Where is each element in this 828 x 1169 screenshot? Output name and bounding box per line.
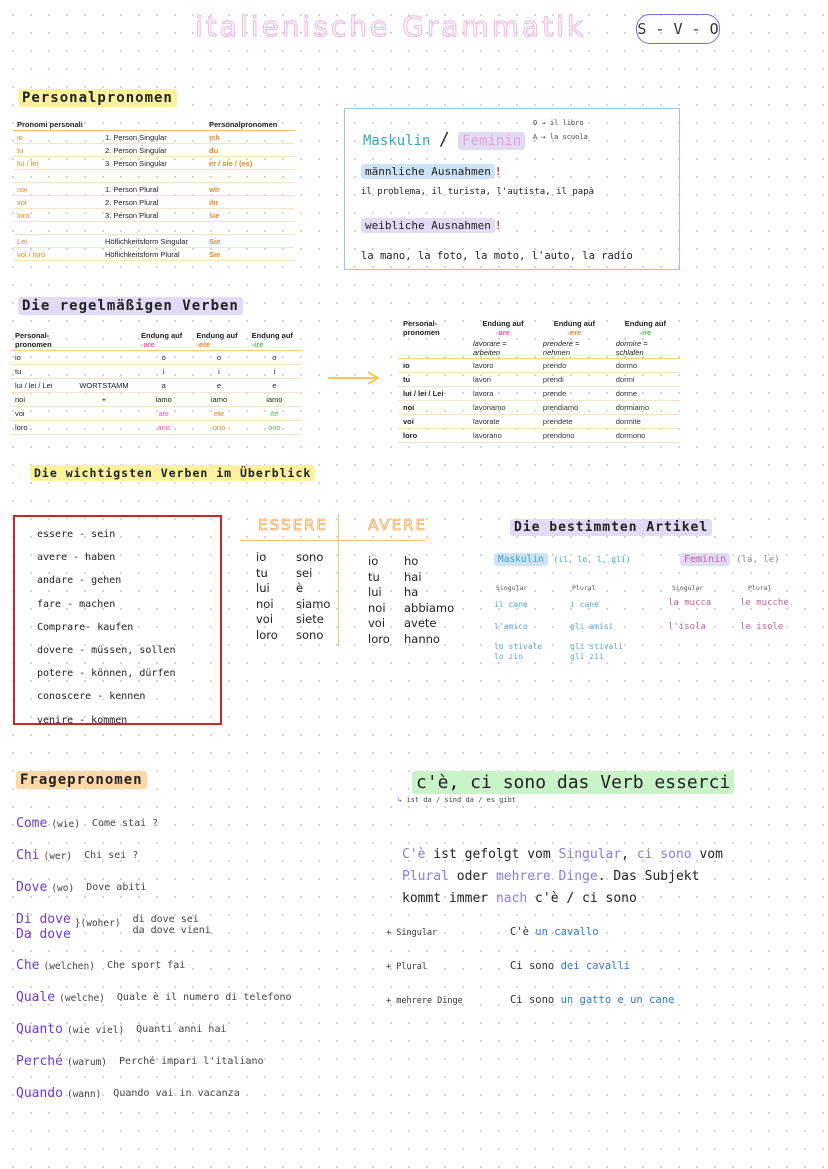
pronoun-de: sie — [209, 210, 220, 220]
example-a: C'è — [510, 926, 536, 938]
verb-item: conoscere - kennen — [37, 691, 146, 703]
ending-cell: iamo — [266, 395, 283, 404]
pronoun-de: wir — [209, 184, 220, 194]
essere-row — [256, 581, 330, 597]
pronoun-person: Höflichkeitsform Singular — [105, 236, 188, 246]
gender-title: Maskulin / Feminin — [363, 129, 525, 150]
pronoun-cell: loro — [15, 423, 28, 432]
form: avete — [404, 616, 437, 630]
pronoun-person: Höflichkeitsform Plural — [105, 249, 180, 259]
question-word — [16, 816, 47, 831]
essere-row — [256, 597, 330, 613]
question-word-line: Dove — [16, 880, 48, 895]
table-row — [398, 373, 680, 387]
avere-row — [368, 616, 454, 632]
stem-cell — [72, 365, 136, 379]
verb-item: fare - machen — [37, 598, 116, 610]
important-verbs-box — [13, 515, 222, 725]
conj-cell: dormiamo — [615, 403, 650, 412]
ending-cell: ite — [270, 409, 279, 418]
ending-cell: e — [216, 381, 222, 390]
conj-cell: prendete — [542, 417, 573, 426]
verb-item: andare - gehen — [37, 575, 122, 587]
question-word-line: Chi — [16, 848, 40, 863]
pronoun-cell: tu — [15, 367, 22, 376]
col-header: Personal- pronomen — [15, 331, 52, 349]
arrow-icon — [326, 370, 382, 390]
pronoun: lui — [256, 581, 270, 595]
question-row — [16, 958, 376, 977]
question-word-line: Quando — [16, 1086, 63, 1101]
verb-item: avere - haben — [37, 552, 116, 564]
table-row — [13, 248, 295, 261]
conj-cell: lavoriamo — [473, 403, 506, 412]
pronoun-de: er / sie / (es) — [209, 158, 253, 168]
pronoun-person: 2. Person Plural — [105, 197, 159, 207]
question-example — [86, 882, 146, 893]
question-example-line: Quanti anni hai — [136, 1024, 227, 1035]
example-b: un gatto e un cane — [560, 994, 675, 1006]
ex-ire: dormire = schlafen — [615, 339, 648, 357]
question-word — [16, 912, 71, 942]
question-word-line: Perché — [16, 1054, 63, 1069]
pronoun-it: lui / lei — [17, 158, 39, 168]
question-row — [16, 880, 376, 899]
pronoun: tu — [368, 569, 380, 584]
ending-cell: ate — [158, 409, 169, 418]
form: hai — [404, 569, 422, 584]
article-singular: lo stivale — [494, 642, 543, 651]
question-word — [16, 958, 39, 973]
verb-item: essere - sein — [37, 529, 116, 540]
col-header: Pronomi personali — [13, 118, 101, 131]
pronoun-de: Sie — [209, 249, 221, 259]
avere-row — [368, 601, 454, 617]
question-example-line: Come stai ? — [91, 818, 159, 829]
col-header — [72, 330, 136, 351]
stem-cell — [72, 351, 136, 365]
question-example-line: Quando vai in vacanza — [113, 1088, 240, 1099]
col-header: Endung auf -are — [141, 331, 183, 349]
question-example — [84, 850, 138, 861]
conj-cell: dormi — [615, 375, 635, 384]
questions-heading: Fragepronomen — [16, 772, 147, 788]
article-singular: la mucca — [668, 598, 712, 608]
pronoun-it: voi — [17, 197, 27, 207]
articles-heading: Die bestimmten Artikel — [510, 520, 712, 535]
example-label: + Singular — [386, 928, 438, 938]
ending-cell: ono — [212, 423, 226, 432]
conj-cell: prendono — [542, 431, 575, 440]
regular-heading: Die regelmäßigen Verben — [18, 298, 243, 314]
example-b: un cavallo — [535, 926, 599, 938]
pronoun-person — [101, 222, 205, 235]
table-row — [398, 359, 680, 373]
personal-table — [13, 118, 295, 261]
table-row — [13, 209, 295, 222]
ending-cell: i — [273, 367, 276, 376]
f-singular-label: Singular — [672, 584, 704, 592]
pronoun-it — [13, 222, 101, 235]
avere-title: AVERE — [368, 516, 427, 534]
question-meaning: (welche) — [59, 993, 105, 1004]
ending-cell: e — [272, 381, 277, 390]
essere-row — [256, 612, 330, 628]
form: sono — [296, 550, 324, 564]
article-plural: gli amici — [570, 622, 614, 631]
question-example — [133, 914, 211, 936]
pronoun-cell: lui / lei / Lei — [403, 389, 444, 398]
article-row — [494, 652, 654, 661]
essere-avere-block — [240, 512, 455, 652]
article-singular: l'amico — [494, 622, 528, 631]
conj-cell: lavorate — [473, 417, 500, 426]
personal-heading: Personalpronomen — [18, 90, 177, 106]
pronoun: tu — [256, 565, 268, 580]
pronoun-cell: voi — [403, 417, 414, 426]
question-example — [119, 1056, 264, 1067]
ending-cell: o — [161, 353, 166, 362]
ex-are: lavorare = arbeiten — [473, 339, 507, 357]
ending-cell: o — [272, 353, 277, 362]
pronoun: voi — [256, 612, 274, 626]
avere-row — [368, 570, 454, 586]
question-example — [113, 1088, 239, 1099]
pronoun-it: loro — [17, 210, 30, 220]
esserci-sub: ↳ ist da / sind da / es gibt — [398, 796, 517, 804]
essere-row — [256, 566, 330, 582]
form: abbiamo — [404, 600, 455, 615]
question-word-line: Quale — [16, 990, 56, 1005]
example-b: dei cavalli — [560, 960, 631, 972]
question-word-line: Che — [16, 958, 40, 973]
essere-row — [256, 628, 330, 644]
conj-cell: lavoro — [473, 361, 494, 370]
pronoun-cell: noi — [15, 395, 26, 404]
pronoun-cell: lui / lei / Lei — [15, 381, 53, 390]
article-plural: le isole — [740, 622, 784, 632]
pronoun-person: 3. Person Plural — [105, 210, 159, 220]
article-row — [494, 642, 654, 651]
question-meaning: (wo) — [51, 883, 75, 894]
verb-item: potere - können, dürfen — [37, 668, 176, 680]
question-example — [92, 818, 158, 829]
m-singular-label: Singular — [496, 584, 528, 592]
ending-cell: iamo — [155, 395, 172, 404]
form: ha — [404, 585, 419, 599]
pronoun-it: noi — [17, 184, 28, 194]
conj-cell: prendi — [542, 375, 564, 384]
article-row — [668, 598, 828, 608]
question-word — [16, 990, 55, 1005]
question-meaning: (wer) — [43, 851, 73, 862]
pronoun-de: Sie — [209, 236, 221, 246]
col-header: Personal- pronomen — [403, 319, 440, 337]
verb-item: Comprare- kaufen — [37, 621, 134, 633]
essere-title: ESSERE — [258, 516, 328, 534]
pronoun: noi — [256, 596, 274, 611]
table-row — [13, 144, 295, 157]
verb-item: venire - kommen — [37, 714, 128, 726]
table-row — [13, 222, 295, 235]
question-example-line: di dove sei — [132, 914, 199, 925]
article-row — [668, 622, 828, 632]
article-singular: lo zio — [494, 652, 523, 661]
pronoun: voi — [368, 616, 386, 630]
example-a: Ci sono — [510, 960, 561, 972]
gender-box — [344, 108, 680, 270]
m-exc: il problema, il turista, l'autista, il papà — [361, 187, 594, 197]
question-row — [16, 1086, 376, 1105]
question-word-line: Da dove — [16, 927, 71, 942]
conj-cell: dormo — [615, 361, 638, 370]
pronoun-cell: tu — [403, 375, 411, 384]
question-row — [16, 1022, 376, 1041]
ending-cell: a — [161, 381, 166, 390]
pronoun: noi — [368, 600, 386, 615]
pronoun-it: voi / loro — [17, 249, 46, 259]
divider — [240, 540, 426, 541]
pronoun-de: du — [209, 145, 219, 155]
question-example — [117, 992, 292, 1003]
article-plural: gli zii — [570, 652, 604, 661]
pronoun: loro — [256, 627, 278, 642]
table-row — [13, 235, 295, 248]
pronoun: io — [368, 554, 379, 568]
ending-cell: ano — [157, 423, 170, 432]
m-plural-label: Plural — [572, 584, 596, 592]
ending-cell: ete — [213, 409, 225, 418]
esserci-example — [386, 994, 806, 1006]
question-example — [107, 960, 185, 971]
question-word — [16, 848, 39, 863]
table-row — [398, 415, 680, 429]
stem-cell — [72, 407, 136, 421]
pronoun-cell: io — [403, 361, 410, 370]
col-header — [101, 118, 205, 131]
table-row — [10, 407, 302, 421]
table-row — [10, 393, 302, 407]
pronoun: lui — [368, 585, 382, 599]
ending-cell: iamo — [210, 395, 228, 404]
conj-cell: dormite — [615, 417, 641, 426]
table-cell — [398, 338, 468, 359]
pronoun: loro — [368, 631, 390, 646]
conj-cell: prendo — [542, 361, 567, 370]
conj-cell: dorme — [615, 389, 638, 398]
question-example-line: Che sport fai — [106, 960, 186, 971]
table-row — [398, 401, 680, 415]
pronoun-de: ihr — [209, 197, 219, 207]
pronoun-it: Lei — [17, 236, 28, 246]
question-word — [16, 1086, 63, 1101]
col-header: Personalpronomen — [205, 118, 295, 131]
table-row — [10, 421, 302, 435]
a-rule: A → la scuola — [533, 133, 588, 141]
table-row — [13, 131, 295, 144]
question-row — [16, 816, 376, 835]
conj-cell: lavorano — [473, 431, 502, 440]
pronoun-person: 3. Person Singular — [105, 158, 167, 168]
pronoun-cell: voi — [15, 409, 25, 418]
col-header: Endung auf -ire — [624, 319, 666, 337]
question-word-line: Come — [16, 816, 48, 831]
avere-row — [368, 585, 454, 601]
m-exc-title: männliche Ausnahmen ! — [361, 165, 501, 178]
stem-cell — [72, 421, 136, 435]
col-header: Endung auf -are — [482, 319, 524, 337]
form: sei — [296, 565, 313, 580]
essere-row — [256, 550, 330, 566]
esserci-heading: c'è, ci sono das Verb esserci — [412, 772, 734, 793]
pronoun-de: ich — [209, 132, 220, 142]
form: hanno — [404, 631, 440, 646]
question-word-line: Quanto — [16, 1022, 63, 1037]
articles-mask: Maskulin (il, lo, l, gli) — [494, 554, 631, 565]
ex-ere: prendere = nehmen — [542, 339, 580, 357]
pronoun-person: 2. Person Singular — [105, 145, 167, 155]
table-row — [10, 351, 302, 365]
table-row — [13, 196, 295, 209]
form: ho — [404, 554, 419, 568]
conj-cell: prende — [542, 389, 567, 398]
divider — [338, 514, 339, 646]
question-meaning: (wie) — [51, 819, 80, 830]
col-header: Endung auf -ire — [251, 331, 293, 349]
pronoun-de — [205, 170, 295, 183]
conj-cell: prendiamo — [542, 403, 579, 412]
ending-cell: i — [218, 367, 220, 376]
avere-row — [368, 632, 454, 648]
form: siamo — [296, 596, 331, 611]
pronoun-person — [101, 170, 205, 183]
question-example-line: Perché impari l'italiano — [119, 1056, 264, 1067]
pronoun-it: io — [17, 132, 23, 142]
articles-fem: Feminin (la, le) — [680, 554, 780, 565]
question-row — [16, 990, 376, 1009]
o-rule: O → il libro — [533, 119, 584, 127]
svo-badge: S - V - O — [636, 14, 720, 44]
pronoun-cell: io — [15, 353, 21, 362]
regular-endings-table — [10, 330, 302, 435]
article-plural: i cane — [570, 600, 599, 609]
pronoun-cell: noi — [403, 403, 415, 412]
question-word — [16, 1054, 63, 1069]
question-word — [16, 880, 47, 895]
table-row — [398, 387, 680, 401]
f-plural-label: Plural — [748, 584, 772, 592]
ending-cell: ono — [268, 423, 281, 432]
question-row — [16, 912, 376, 942]
col-header: Endung auf -ere — [196, 331, 238, 349]
page-title: italienische Grammatik — [195, 10, 587, 43]
conj-cell: lavora — [473, 389, 494, 398]
question-word-line: Di dove — [16, 912, 71, 927]
question-example-line: Quale è il numero di telefono — [116, 992, 292, 1003]
esserci-example — [386, 926, 806, 938]
article-row — [494, 622, 654, 631]
example-label: + Plural — [386, 962, 427, 972]
table-row — [13, 183, 295, 196]
f-exc-title: weibliche Ausnahmen ! — [361, 219, 501, 232]
form: è — [296, 581, 304, 595]
avere-row — [368, 554, 454, 570]
pronoun-person: 1. Person Singular — [105, 132, 167, 142]
stem-cell: + — [101, 395, 107, 404]
table-row — [398, 429, 680, 443]
article-plural: le mucche — [740, 598, 789, 608]
question-example-line: da dove vieni — [132, 925, 211, 936]
question-meaning: (wie viel) — [66, 1025, 125, 1036]
pronoun-de — [205, 222, 295, 235]
pronoun-cell: loro — [403, 431, 418, 440]
question-example-line: Dove abiti — [86, 882, 147, 893]
question-row — [16, 1054, 376, 1073]
question-word — [16, 1022, 63, 1037]
regular-examples-table — [398, 318, 680, 443]
question-meaning: }(woher) — [74, 918, 121, 929]
esserci-example — [386, 960, 806, 972]
question-example — [136, 1024, 226, 1035]
article-plural: gli stivali — [570, 642, 623, 651]
article-singular: il cane — [494, 600, 528, 609]
table-row — [13, 157, 295, 170]
conj-cell: dormono — [615, 431, 646, 440]
table-row — [10, 365, 302, 379]
stem-cell: WORTSTAMM — [79, 381, 129, 390]
example-label: + mehrere Dinge — [386, 996, 463, 1006]
pronoun-it: tu — [17, 145, 24, 155]
important-heading: Die wichtigsten Verben im Überblick — [30, 466, 315, 480]
pronoun-it — [13, 170, 101, 183]
example-a: Ci sono — [510, 994, 561, 1006]
table-row — [13, 170, 295, 183]
question-meaning: (warum) — [66, 1057, 108, 1068]
verb-item: dovere - müssen, sollen — [37, 644, 176, 656]
conj-cell: lavori — [473, 375, 491, 384]
form: siete — [296, 612, 324, 626]
table-row — [10, 379, 302, 393]
article-row — [494, 600, 654, 609]
f-exc: la mano, la foto, la moto, l'auto, la radio — [361, 250, 633, 262]
question-row — [16, 848, 376, 867]
pronoun: io — [256, 550, 267, 564]
esserci-explanation: C'è ist gefolgt vom Singular, ci sono vom Plural oder mehrere Dinge. Das Subjekt kommt immer nach c'è / ci sono — [402, 847, 723, 906]
question-meaning: (wann) — [66, 1089, 102, 1100]
ending-cell: o — [216, 353, 222, 362]
question-meaning: (welchen) — [43, 961, 95, 972]
col-header: Endung auf -ere — [553, 319, 595, 337]
question-example-line: Chi sei ? — [84, 850, 139, 861]
article-singular: l'isola — [668, 622, 706, 632]
form: sono — [296, 627, 324, 642]
pronoun-person: 1. Person Plural — [105, 184, 159, 194]
ending-cell: i — [162, 367, 165, 376]
